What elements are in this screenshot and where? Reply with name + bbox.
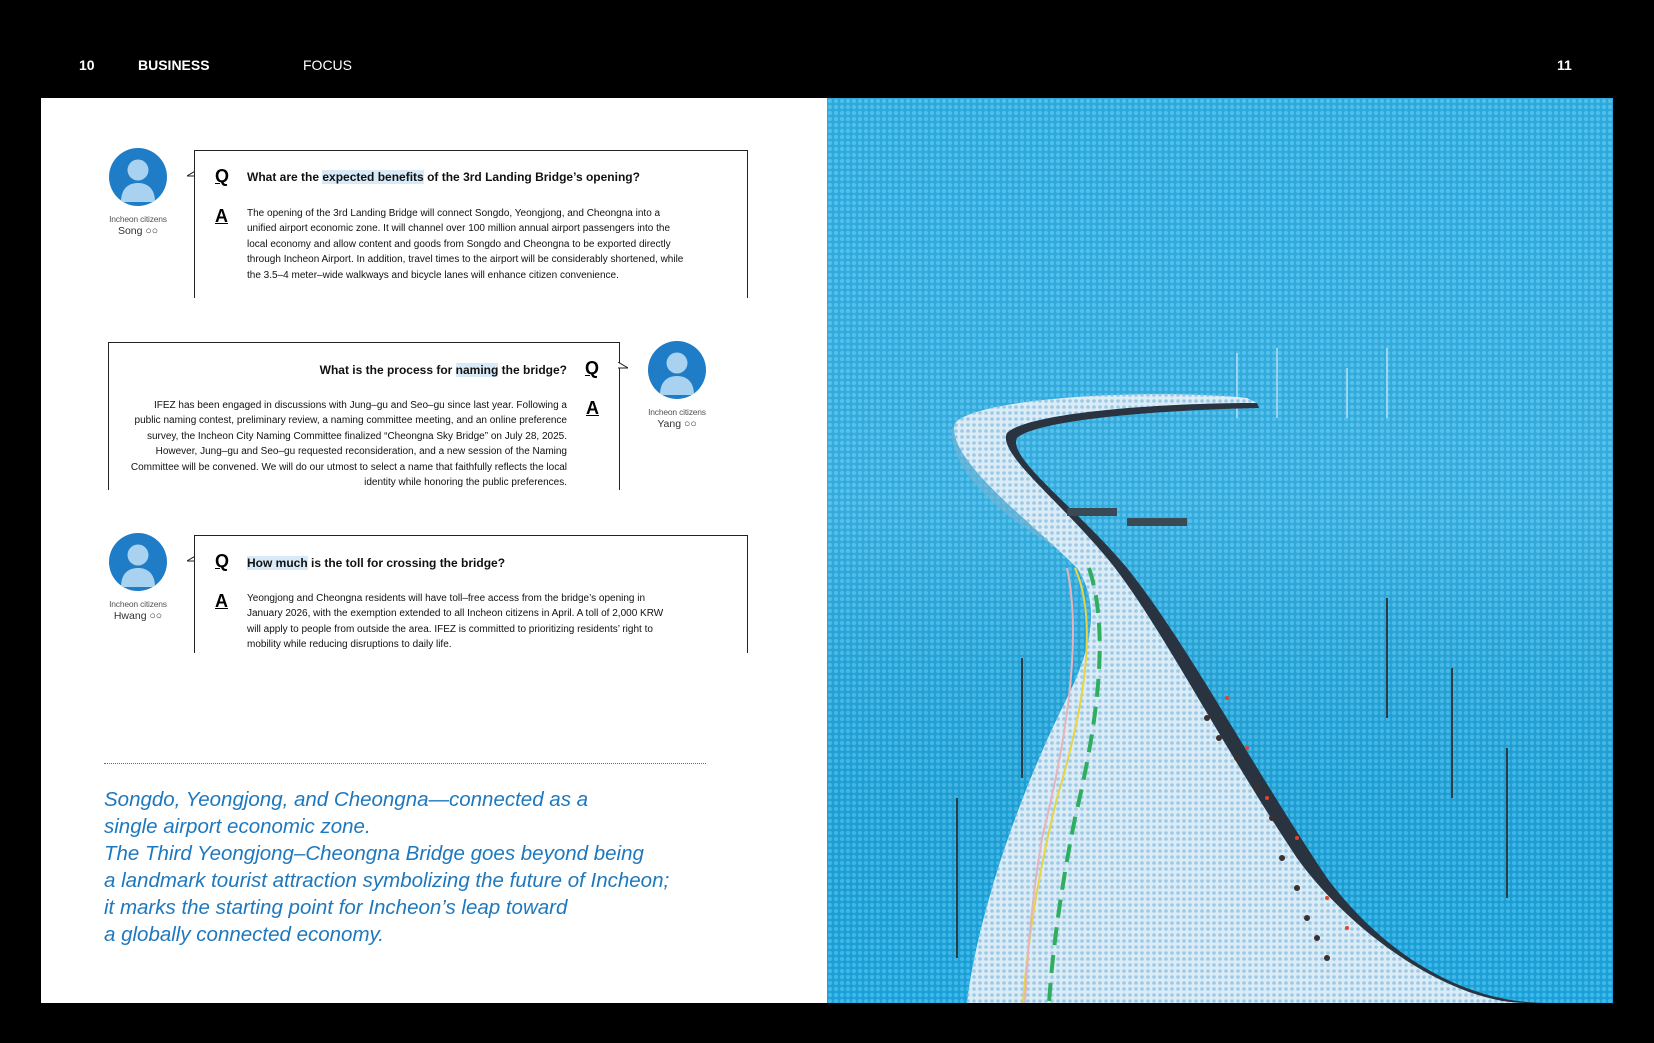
a-letter: A xyxy=(215,591,228,611)
interviewee-caption: Incheon citizens xyxy=(109,214,167,224)
question-post: the bridge? xyxy=(498,363,567,377)
q-letter: Q xyxy=(215,166,230,186)
interviewee-name: Hwang ○○ xyxy=(113,610,163,622)
question-text-2 xyxy=(320,363,567,377)
pull-quote-line: The Third Yeongjong–Cheongna Bridge goes beyond being xyxy=(104,842,644,865)
question-pre: What are the xyxy=(247,170,323,184)
interviewee-name: Song ○○ xyxy=(117,225,159,237)
interviewee-caption: Incheon citizens xyxy=(648,407,706,417)
left-page-number: 10 xyxy=(79,57,95,73)
answer-text-3: Yeongjong and Cheongna residents will have toll–free access from the bridge’s opening in January 2026, with the exemption extended to all Incheon citizens in April. A toll of 2,000 KRW will apply to people from outside the area. IFEZ is committed to prioritizing residents’ right to mobility while reducing disruptions to daily life. xyxy=(247,593,664,651)
interviewee-1 xyxy=(98,148,178,237)
a-letter: A xyxy=(215,206,228,226)
person-silhouette-icon xyxy=(648,341,706,399)
person-silhouette-icon xyxy=(109,533,167,591)
question-text-3 xyxy=(247,556,505,570)
right-page-number: 11 xyxy=(1557,57,1572,73)
pull-quote-line: a landmark tourist attraction symbolizing the future of Incheon; xyxy=(104,869,670,892)
answer-text-2: IFEZ has been engaged in discussions with Jung–gu and Seo–gu since last year. Following a public naming contest, preliminary review, a naming committee meeting, and an online preference survey, the Incheon City Naming Committee finalized “Cheongna Sky Bridge” on July 28, 2025. However, Jung–gu and Seo–gu requested reconsideration, and a new session of the Naming Committee will be convened. We will do our utmost to select a name that faithfully reflects the local identity while honoring the public preferences. xyxy=(130,400,567,489)
qa-box-1 xyxy=(194,150,748,298)
q-letter: Q xyxy=(215,551,230,571)
question-pre: What is the process for xyxy=(319,363,456,377)
question-highlight: How much xyxy=(247,556,308,570)
question-highlight: expected benefits xyxy=(322,170,424,184)
answer-text-1: The opening of the 3rd Landing Bridge will connect Songdo, Yeongjong, and Cheongna into a unified airport economic zone. It will channel over 100 million annual airport passengers into the local economy and allow content and goods from Songdo and Cheongna to be exported directly through Incheon Airport. In addition, travel times to the airport will be considerably shortened, while the 3.5–4 meter–wide walkways and bicycle lanes will enhance citizen convenience. xyxy=(247,208,684,281)
bridge-photo xyxy=(827,98,1613,1003)
question-highlight: naming xyxy=(455,363,499,377)
interviewee-caption: Incheon citizens xyxy=(109,599,167,609)
a-letter: A xyxy=(586,398,599,418)
left-page xyxy=(41,98,827,1003)
question-post: is the toll for crossing the bridge? xyxy=(307,556,506,570)
pull-quote-line: it marks the starting point for Incheon’s leap toward xyxy=(104,896,568,919)
qa-box-3 xyxy=(194,535,748,653)
person-silhouette-icon xyxy=(109,148,167,206)
interviewee-name: Yang ○○ xyxy=(657,418,697,430)
qa-box-2 xyxy=(108,342,620,490)
pull-quote-line: single airport economic zone. xyxy=(104,815,371,838)
speech-tail xyxy=(618,362,628,372)
pull-quote-line: a globally connected economy. xyxy=(104,923,384,946)
section-label: BUSINESS xyxy=(138,57,210,73)
interviewee-2 xyxy=(637,341,717,430)
q-letter: Q xyxy=(584,358,599,378)
question-post: of the 3rd Landing Bridge’s opening? xyxy=(423,170,640,184)
dotted-divider xyxy=(104,763,706,764)
interviewee-3 xyxy=(98,533,178,622)
pull-quote-line: Songdo, Yeongjong, and Cheongna—connected as a xyxy=(104,788,589,811)
question-text-1 xyxy=(247,170,640,184)
subsection-label: FOCUS xyxy=(303,57,352,73)
bridge-aerial-image xyxy=(827,98,1613,1003)
pull-quote xyxy=(104,786,744,948)
page-header xyxy=(0,0,1654,98)
